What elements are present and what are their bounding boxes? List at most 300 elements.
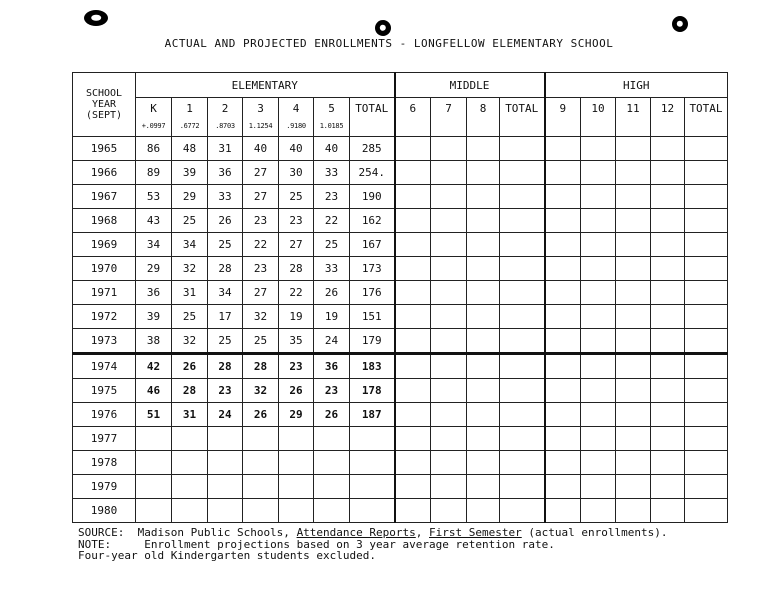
value-cell	[581, 403, 616, 427]
value-cell	[685, 499, 728, 523]
value-cell: 22	[279, 281, 314, 305]
value-cell	[545, 451, 581, 475]
school-year-header: SCHOOL YEAR (SEPT)	[73, 73, 136, 137]
value-cell	[314, 427, 350, 451]
value-cell: 27	[243, 185, 279, 209]
value-cell	[395, 475, 431, 499]
value-cell	[616, 209, 651, 233]
value-cell: 26	[314, 281, 350, 305]
value-cell	[431, 451, 467, 475]
value-cell	[500, 499, 545, 523]
elementary-col-3: 3 1.1254	[243, 98, 279, 137]
value-cell	[467, 185, 500, 209]
value-cell: 23	[314, 185, 350, 209]
value-cell	[395, 305, 431, 329]
value-cell: 28	[208, 257, 243, 281]
value-cell: 29	[136, 257, 172, 281]
value-cell: 27	[243, 281, 279, 305]
retention-rate: .6772	[179, 122, 200, 130]
value-cell	[651, 499, 685, 523]
elementary-col-k: K +.0997	[136, 98, 172, 137]
year-cell: 1978	[73, 451, 136, 475]
value-cell	[467, 403, 500, 427]
value-cell	[208, 451, 243, 475]
value-cell	[545, 233, 581, 257]
value-cell	[431, 281, 467, 305]
year-cell: 1970	[73, 257, 136, 281]
value-cell	[314, 499, 350, 523]
value-cell	[172, 499, 208, 523]
middle-col-8: 8	[467, 98, 500, 137]
table-row	[73, 451, 728, 475]
value-cell	[431, 233, 467, 257]
value-cell	[395, 379, 431, 403]
value-cell	[616, 427, 651, 451]
value-cell	[616, 499, 651, 523]
value-cell: 30	[279, 161, 314, 185]
value-cell	[467, 354, 500, 379]
value-cell	[350, 451, 395, 475]
value-cell: 28	[172, 379, 208, 403]
table-row	[73, 257, 728, 281]
value-cell	[651, 137, 685, 161]
value-cell	[467, 257, 500, 281]
value-cell	[685, 329, 728, 354]
value-cell	[467, 305, 500, 329]
value-cell	[395, 185, 431, 209]
middle-col-total: TOTAL	[500, 98, 545, 137]
value-cell	[545, 499, 581, 523]
value-cell	[395, 427, 431, 451]
value-cell	[685, 281, 728, 305]
value-cell: 23	[314, 379, 350, 403]
enrollment-table	[72, 72, 728, 523]
value-cell	[685, 185, 728, 209]
value-cell	[685, 305, 728, 329]
value-cell	[651, 281, 685, 305]
value-cell	[685, 475, 728, 499]
value-cell: 25	[172, 305, 208, 329]
high-col-12: 12	[651, 98, 685, 137]
value-cell	[651, 379, 685, 403]
value-cell	[243, 475, 279, 499]
value-cell	[172, 451, 208, 475]
value-cell: 39	[136, 305, 172, 329]
value-cell	[616, 329, 651, 354]
value-cell	[616, 185, 651, 209]
value-cell	[136, 499, 172, 523]
value-cell	[616, 305, 651, 329]
value-cell	[314, 475, 350, 499]
elementary-col-4: 4 .9180	[279, 98, 314, 137]
value-cell	[395, 499, 431, 523]
value-cell: 53	[136, 185, 172, 209]
value-cell	[581, 185, 616, 209]
value-cell: 24	[208, 403, 243, 427]
value-cell: 26	[314, 403, 350, 427]
retention-rate: 1.0185	[319, 122, 344, 130]
value-cell	[467, 475, 500, 499]
value-cell: 26	[243, 403, 279, 427]
high-col-total: TOTAL	[685, 98, 728, 137]
value-cell: 89	[136, 161, 172, 185]
binder-hole-right	[672, 16, 688, 32]
value-cell	[431, 354, 467, 379]
value-cell	[279, 499, 314, 523]
table-row	[73, 209, 728, 233]
value-cell: 26	[208, 209, 243, 233]
value-cell	[395, 329, 431, 354]
middle-col-6: 6	[395, 98, 431, 137]
value-cell: 39	[172, 161, 208, 185]
value-cell	[431, 329, 467, 354]
value-cell	[431, 137, 467, 161]
value-cell	[685, 257, 728, 281]
value-cell	[395, 354, 431, 379]
value-cell	[545, 161, 581, 185]
value-cell: 32	[172, 329, 208, 354]
value-cell: 190	[350, 185, 395, 209]
table-row	[73, 427, 728, 451]
value-cell	[500, 233, 545, 257]
value-cell: 23	[243, 257, 279, 281]
value-cell: 46	[136, 379, 172, 403]
elementary-col-1: 1 .6772	[172, 98, 208, 137]
value-cell	[651, 257, 685, 281]
value-cell	[545, 185, 581, 209]
value-cell: 32	[243, 305, 279, 329]
value-cell: 48	[172, 137, 208, 161]
year-cell: 1968	[73, 209, 136, 233]
value-cell	[500, 161, 545, 185]
year-cell: 1966	[73, 161, 136, 185]
value-cell	[581, 233, 616, 257]
value-cell	[685, 161, 728, 185]
value-cell	[500, 185, 545, 209]
value-cell	[651, 305, 685, 329]
value-cell: 23	[243, 209, 279, 233]
value-cell: 33	[314, 257, 350, 281]
value-cell: 176	[350, 281, 395, 305]
elementary-col-total: TOTAL	[350, 98, 395, 137]
value-cell: 25	[208, 233, 243, 257]
value-cell: 24	[314, 329, 350, 354]
table-row	[73, 329, 728, 354]
value-cell	[136, 427, 172, 451]
value-cell	[651, 329, 685, 354]
table-row	[73, 185, 728, 209]
value-cell	[545, 257, 581, 281]
value-cell	[395, 161, 431, 185]
value-cell	[279, 427, 314, 451]
value-cell	[581, 329, 616, 354]
value-cell: 173	[350, 257, 395, 281]
value-cell	[467, 427, 500, 451]
value-cell: 254.	[350, 161, 395, 185]
value-cell: 28	[279, 257, 314, 281]
value-cell: 27	[243, 161, 279, 185]
binder-hole-center	[375, 20, 391, 36]
value-cell: 19	[314, 305, 350, 329]
value-cell	[651, 354, 685, 379]
value-cell	[581, 305, 616, 329]
table-row	[73, 403, 728, 427]
value-cell	[651, 403, 685, 427]
value-cell	[467, 451, 500, 475]
value-cell	[616, 403, 651, 427]
value-cell	[279, 475, 314, 499]
value-cell	[500, 403, 545, 427]
value-cell	[431, 427, 467, 451]
value-cell	[467, 281, 500, 305]
value-cell	[545, 379, 581, 403]
year-cell: 1971	[73, 281, 136, 305]
year-cell: 1973	[73, 329, 136, 354]
value-cell: 43	[136, 209, 172, 233]
value-cell: 23	[279, 354, 314, 379]
value-cell	[467, 161, 500, 185]
value-cell: 22	[314, 209, 350, 233]
value-cell	[685, 427, 728, 451]
value-cell: 33	[208, 185, 243, 209]
value-cell: 187	[350, 403, 395, 427]
value-cell: 179	[350, 329, 395, 354]
value-cell	[616, 451, 651, 475]
year-cell: 1965	[73, 137, 136, 161]
value-cell	[685, 233, 728, 257]
value-cell: 32	[243, 379, 279, 403]
table-row	[73, 475, 728, 499]
value-cell: 40	[279, 137, 314, 161]
value-cell	[243, 451, 279, 475]
retention-rate: .9180	[286, 122, 306, 130]
value-cell	[243, 499, 279, 523]
value-cell	[616, 161, 651, 185]
value-cell	[500, 137, 545, 161]
value-cell: 183	[350, 354, 395, 379]
value-cell	[467, 499, 500, 523]
value-cell	[500, 329, 545, 354]
value-cell	[243, 427, 279, 451]
value-cell	[172, 427, 208, 451]
high-col-9: 9	[545, 98, 581, 137]
high-header: HIGH	[545, 73, 728, 98]
value-cell	[431, 257, 467, 281]
value-cell	[136, 475, 172, 499]
value-cell: 28	[208, 354, 243, 379]
value-cell: 29	[172, 185, 208, 209]
table-row	[73, 281, 728, 305]
value-cell	[431, 161, 467, 185]
retention-rate: .8703	[215, 122, 235, 130]
value-cell	[172, 475, 208, 499]
value-cell: 178	[350, 379, 395, 403]
table-row	[73, 137, 728, 161]
value-cell: 34	[172, 233, 208, 257]
value-cell: 26	[172, 354, 208, 379]
value-cell	[279, 451, 314, 475]
value-cell	[431, 209, 467, 233]
year-cell: 1967	[73, 185, 136, 209]
value-cell	[581, 499, 616, 523]
value-cell: 285	[350, 137, 395, 161]
value-cell: 42	[136, 354, 172, 379]
value-cell: 23	[208, 379, 243, 403]
value-cell	[545, 281, 581, 305]
year-cell: 1969	[73, 233, 136, 257]
value-cell	[350, 427, 395, 451]
value-cell	[208, 427, 243, 451]
table-row	[73, 379, 728, 403]
value-cell	[685, 379, 728, 403]
value-cell	[395, 209, 431, 233]
year-cell: 1974	[73, 354, 136, 379]
value-cell	[545, 403, 581, 427]
value-cell	[395, 451, 431, 475]
value-cell	[616, 379, 651, 403]
value-cell: 162	[350, 209, 395, 233]
value-cell	[581, 379, 616, 403]
value-cell	[651, 185, 685, 209]
value-cell: 34	[208, 281, 243, 305]
table-row	[73, 305, 728, 329]
value-cell	[467, 233, 500, 257]
value-cell	[208, 475, 243, 499]
value-cell: 25	[243, 329, 279, 354]
value-cell	[616, 354, 651, 379]
value-cell: 36	[314, 354, 350, 379]
value-cell: 167	[350, 233, 395, 257]
value-cell	[350, 499, 395, 523]
year-cell: 1979	[73, 475, 136, 499]
retention-rate: +.0997	[141, 122, 166, 130]
year-cell: 1975	[73, 379, 136, 403]
value-cell: 27	[279, 233, 314, 257]
value-cell: 36	[208, 161, 243, 185]
value-cell	[581, 281, 616, 305]
high-col-11: 11	[616, 98, 651, 137]
value-cell	[581, 161, 616, 185]
value-cell: 25	[314, 233, 350, 257]
value-cell	[651, 161, 685, 185]
value-cell	[467, 209, 500, 233]
value-cell	[431, 185, 467, 209]
value-cell	[545, 329, 581, 354]
value-cell	[545, 305, 581, 329]
value-cell	[314, 451, 350, 475]
value-cell: 17	[208, 305, 243, 329]
value-cell	[581, 209, 616, 233]
value-cell	[500, 427, 545, 451]
value-cell: 86	[136, 137, 172, 161]
value-cell: 19	[279, 305, 314, 329]
value-cell	[685, 403, 728, 427]
value-cell	[651, 209, 685, 233]
year-cell: 1972	[73, 305, 136, 329]
value-cell: 34	[136, 233, 172, 257]
value-cell: 26	[279, 379, 314, 403]
value-cell	[616, 233, 651, 257]
value-cell	[500, 379, 545, 403]
value-cell	[395, 257, 431, 281]
value-cell	[545, 427, 581, 451]
value-cell	[500, 209, 545, 233]
page-title: ACTUAL AND PROJECTED ENROLLMENTS - LONGFELLOW ELEMENTARY SCHOOL	[164, 37, 614, 50]
value-cell	[545, 475, 581, 499]
value-cell	[651, 233, 685, 257]
value-cell	[616, 137, 651, 161]
value-cell	[581, 137, 616, 161]
value-cell	[581, 257, 616, 281]
value-cell	[395, 403, 431, 427]
value-cell: 32	[172, 257, 208, 281]
value-cell	[616, 281, 651, 305]
source-notes: SOURCE: Madison Public Schools, Attendance Reports, First Semester (actual enrollments). NOTE: Enrollment projections based on 3 year average retention rate. Four-year old Kindergarten students excluded.	[78, 526, 668, 562]
value-cell	[431, 475, 467, 499]
value-cell	[616, 257, 651, 281]
value-cell	[545, 137, 581, 161]
value-cell	[395, 137, 431, 161]
elementary-header: ELEMENTARY	[136, 73, 395, 98]
value-cell: 38	[136, 329, 172, 354]
value-cell	[431, 305, 467, 329]
value-cell: 31	[172, 281, 208, 305]
table-row	[73, 354, 728, 379]
value-cell	[395, 281, 431, 305]
value-cell	[208, 499, 243, 523]
value-cell	[500, 475, 545, 499]
value-cell	[651, 427, 685, 451]
value-cell	[651, 451, 685, 475]
middle-header: MIDDLE	[395, 73, 545, 98]
value-cell	[467, 379, 500, 403]
value-cell	[545, 209, 581, 233]
value-cell: 29	[279, 403, 314, 427]
value-cell: 28	[243, 354, 279, 379]
value-cell	[685, 137, 728, 161]
value-cell: 33	[314, 161, 350, 185]
value-cell: 31	[208, 137, 243, 161]
value-cell	[581, 475, 616, 499]
value-cell	[581, 427, 616, 451]
value-cell	[545, 354, 581, 379]
high-col-10: 10	[581, 98, 616, 137]
value-cell	[651, 475, 685, 499]
value-cell	[136, 451, 172, 475]
value-cell: 31	[172, 403, 208, 427]
value-cell: 40	[314, 137, 350, 161]
elementary-col-2: 2 .8703	[208, 98, 243, 137]
year-cell: 1976	[73, 403, 136, 427]
value-cell	[500, 354, 545, 379]
retention-rate: 1.1254	[248, 122, 273, 130]
value-cell: 35	[279, 329, 314, 354]
value-cell	[431, 403, 467, 427]
value-cell	[500, 257, 545, 281]
year-cell: 1977	[73, 427, 136, 451]
value-cell	[350, 475, 395, 499]
middle-col-7: 7	[431, 98, 467, 137]
value-cell: 25	[208, 329, 243, 354]
value-cell: 40	[243, 137, 279, 161]
binder-hole-left	[84, 10, 108, 26]
value-cell: 23	[279, 209, 314, 233]
value-cell: 151	[350, 305, 395, 329]
value-cell	[395, 233, 431, 257]
table-row	[73, 161, 728, 185]
value-cell: 36	[136, 281, 172, 305]
value-cell	[500, 305, 545, 329]
